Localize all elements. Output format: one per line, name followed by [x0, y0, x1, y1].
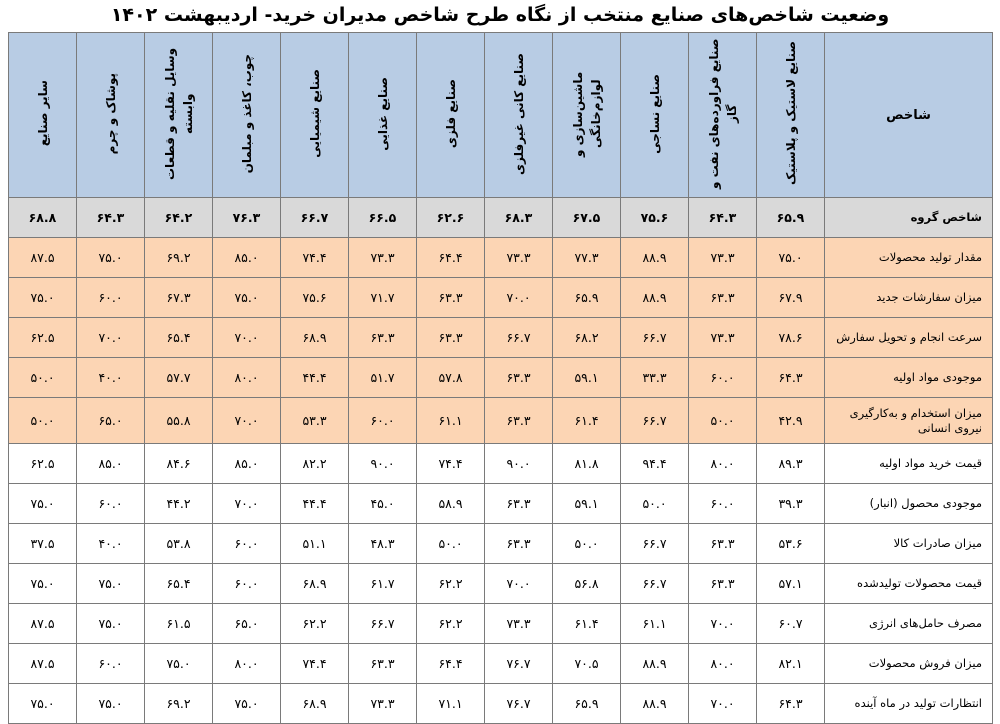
value-cell: ۶۰.۰ — [213, 564, 281, 604]
value-cell: ۳۹.۳ — [757, 484, 825, 524]
value-cell: ۶۹.۲ — [145, 684, 213, 724]
value-cell: ۶۳.۳ — [417, 318, 485, 358]
value-cell: ۶۱.۱ — [417, 398, 485, 444]
table-row — [9, 484, 993, 524]
value-cell: ۵۷.۱ — [757, 564, 825, 604]
value-cell: ۶۰.۷ — [757, 604, 825, 644]
value-cell: ۶۳.۳ — [485, 358, 553, 398]
value-cell: ۶۳.۳ — [689, 278, 757, 318]
value-cell: ۷۵.۶ — [281, 278, 349, 318]
value-cell: ۶۸.۲ — [553, 318, 621, 358]
value-cell: ۶۵.۰ — [77, 398, 145, 444]
value-cell: ۷۴.۴ — [417, 444, 485, 484]
value-cell: ۷۵.۰ — [213, 684, 281, 724]
column-header — [757, 33, 825, 198]
value-cell: ۶۳.۳ — [485, 398, 553, 444]
value-cell: ۶۰.۰ — [349, 398, 417, 444]
value-cell: ۵۱.۱ — [281, 524, 349, 564]
value-cell: ۶۸.۹ — [281, 318, 349, 358]
value-cell: ۷۰.۵ — [553, 644, 621, 684]
column-header-label: پوشاک و چرم — [103, 72, 118, 155]
value-cell: ۵۹.۱ — [553, 358, 621, 398]
value-cell: ۸۲.۲ — [281, 444, 349, 484]
value-cell: ۶۵.۰ — [213, 604, 281, 644]
column-header-label: صنایع نساجی — [647, 73, 662, 154]
column-header — [553, 33, 621, 198]
value-cell: ۸۰.۰ — [689, 644, 757, 684]
value-cell: ۷۰.۰ — [689, 684, 757, 724]
value-cell: ۶۴.۲ — [145, 198, 213, 238]
value-cell: ۷۵.۰ — [9, 484, 77, 524]
table-row — [9, 604, 993, 644]
value-cell: ۴۸.۳ — [349, 524, 417, 564]
value-cell: ۵۵.۸ — [145, 398, 213, 444]
value-cell: ۶۸.۳ — [485, 198, 553, 238]
value-cell: ۸۹.۳ — [757, 444, 825, 484]
value-cell: ۵۷.۸ — [417, 358, 485, 398]
column-header-label: سایر صنایع — [35, 80, 50, 147]
value-cell: ۷۵.۰ — [77, 564, 145, 604]
value-cell: ۶۷.۵ — [553, 198, 621, 238]
value-cell: ۷۵.۰ — [757, 238, 825, 278]
value-cell: ۶۶.۷ — [621, 564, 689, 604]
value-cell: ۷۱.۱ — [417, 684, 485, 724]
value-cell: ۵۳.۸ — [145, 524, 213, 564]
column-header-label: صنایع کانی غیرفلزی — [511, 52, 526, 175]
value-cell: ۶۰.۰ — [689, 358, 757, 398]
column-header-label: صنایع شیمیایی — [307, 69, 322, 158]
value-cell: ۶۴.۳ — [77, 198, 145, 238]
row-label: انتظارات تولید در ماه آینده — [825, 684, 993, 724]
value-cell: ۶۲.۵ — [9, 444, 77, 484]
value-cell: ۶۵.۴ — [145, 564, 213, 604]
table-row — [9, 318, 993, 358]
row-label: قیمت محصولات تولیدشده — [825, 564, 993, 604]
value-cell: ۹۰.۰ — [485, 444, 553, 484]
column-header — [77, 33, 145, 198]
value-cell: ۶۰.۰ — [77, 484, 145, 524]
table-row — [9, 524, 993, 564]
table-row — [9, 444, 993, 484]
value-cell: ۷۷.۳ — [553, 238, 621, 278]
value-cell: ۵۰.۰ — [9, 398, 77, 444]
column-header-label: ماشین‌سازی و لوازم‌خانگی — [570, 70, 603, 157]
value-cell: ۶۶.۷ — [621, 398, 689, 444]
value-cell: ۶۴.۳ — [757, 684, 825, 724]
row-label: موجودی محصول (انبار) — [825, 484, 993, 524]
row-label: مقدار تولید محصولات — [825, 238, 993, 278]
value-cell: ۹۴.۴ — [621, 444, 689, 484]
value-cell: ۷۰.۰ — [213, 484, 281, 524]
value-cell: ۴۰.۰ — [77, 358, 145, 398]
value-cell: ۸۰.۰ — [213, 644, 281, 684]
indices-table — [8, 32, 993, 724]
value-cell: ۶۱.۵ — [145, 604, 213, 644]
column-header — [281, 33, 349, 198]
value-cell: ۶۴.۴ — [417, 238, 485, 278]
value-cell: ۷۳.۳ — [485, 604, 553, 644]
value-cell: ۵۸.۹ — [417, 484, 485, 524]
column-header — [621, 33, 689, 198]
row-label: میزان سفارشات جدید — [825, 278, 993, 318]
value-cell: ۷۰.۰ — [485, 278, 553, 318]
value-cell: ۶۱.۴ — [553, 604, 621, 644]
value-cell: ۶۶.۷ — [349, 604, 417, 644]
value-cell: ۵۷.۷ — [145, 358, 213, 398]
value-cell: ۷۵.۰ — [77, 604, 145, 644]
value-cell: ۳۷.۵ — [9, 524, 77, 564]
value-cell: ۸۷.۵ — [9, 644, 77, 684]
column-header-label: صنایع فراورده‌های نفت و گاز — [706, 38, 739, 189]
value-cell: ۶۰.۰ — [213, 524, 281, 564]
value-cell: ۷۵.۰ — [9, 278, 77, 318]
row-label: میزان صادرات کالا — [825, 524, 993, 564]
value-cell: ۶۵.۹ — [757, 198, 825, 238]
value-cell: ۶۳.۳ — [349, 318, 417, 358]
value-cell: ۷۰.۰ — [213, 398, 281, 444]
column-header — [213, 33, 281, 198]
value-cell: ۶۳.۳ — [485, 524, 553, 564]
value-cell: ۶۲.۲ — [417, 604, 485, 644]
value-cell: ۶۵.۴ — [145, 318, 213, 358]
column-header-label: صنایع لاستیک و پلاستیک — [783, 41, 798, 186]
value-cell: ۸۸.۹ — [621, 684, 689, 724]
value-cell: ۵۳.۶ — [757, 524, 825, 564]
value-cell: ۸۰.۰ — [689, 444, 757, 484]
value-cell: ۷۰.۰ — [213, 318, 281, 358]
value-cell: ۶۳.۳ — [689, 524, 757, 564]
table-row — [9, 684, 993, 724]
value-cell: ۸۲.۱ — [757, 644, 825, 684]
column-header — [689, 33, 757, 198]
column-header — [417, 33, 485, 198]
value-cell: ۸۰.۰ — [213, 358, 281, 398]
row-label: مصرف حامل‌های انرژی — [825, 604, 993, 644]
column-header — [349, 33, 417, 198]
value-cell: ۴۴.۴ — [281, 484, 349, 524]
table-row — [9, 564, 993, 604]
value-cell: ۶۱.۱ — [621, 604, 689, 644]
value-cell: ۷۸.۶ — [757, 318, 825, 358]
value-cell: ۷۵.۰ — [213, 278, 281, 318]
value-cell: ۶۰.۰ — [77, 278, 145, 318]
value-cell: ۹۰.۰ — [349, 444, 417, 484]
value-cell: ۷۵.۰ — [77, 684, 145, 724]
value-cell: ۷۵.۰ — [9, 564, 77, 604]
row-label: میزان فروش محصولات — [825, 644, 993, 684]
column-header-label: وسایل نقلیه و قطعات وابسته — [162, 47, 195, 180]
value-cell: ۷۰.۰ — [485, 564, 553, 604]
value-cell: ۴۲.۹ — [757, 398, 825, 444]
table-row — [9, 644, 993, 684]
table-row — [9, 238, 993, 278]
column-header — [9, 33, 77, 198]
value-cell: ۵۱.۷ — [349, 358, 417, 398]
column-header — [145, 33, 213, 198]
header-label-cell: شاخص — [825, 33, 993, 198]
value-cell: ۵۹.۱ — [553, 484, 621, 524]
value-cell: ۸۸.۹ — [621, 238, 689, 278]
table-row — [9, 198, 993, 238]
row-label: قیمت خرید مواد اولیه — [825, 444, 993, 484]
value-cell: ۶۶.۵ — [349, 198, 417, 238]
value-cell: ۶۸.۸ — [9, 198, 77, 238]
value-cell: ۷۳.۳ — [689, 318, 757, 358]
value-cell: ۵۳.۳ — [281, 398, 349, 444]
row-label: سرعت انجام و تحویل سفارش — [825, 318, 993, 358]
value-cell: ۶۲.۶ — [417, 198, 485, 238]
value-cell: ۶۰.۰ — [689, 484, 757, 524]
value-cell: ۷۶.۷ — [485, 684, 553, 724]
value-cell: ۷۰.۰ — [77, 318, 145, 358]
column-header-label: چوب، کاغذ و مبلمان — [239, 53, 254, 174]
value-cell: ۵۰.۰ — [689, 398, 757, 444]
value-cell: ۸۸.۹ — [621, 278, 689, 318]
value-cell: ۵۰.۰ — [9, 358, 77, 398]
table-row — [9, 278, 993, 318]
value-cell: ۶۳.۳ — [349, 644, 417, 684]
value-cell: ۷۶.۳ — [213, 198, 281, 238]
value-cell: ۷۱.۷ — [349, 278, 417, 318]
value-cell: ۴۰.۰ — [77, 524, 145, 564]
value-cell: ۷۳.۳ — [349, 684, 417, 724]
value-cell: ۸۷.۵ — [9, 604, 77, 644]
value-cell: ۶۸.۹ — [281, 564, 349, 604]
row-label: موجودی مواد اولیه — [825, 358, 993, 398]
header-row — [9, 33, 993, 198]
value-cell: ۶۷.۳ — [145, 278, 213, 318]
value-cell: ۸۵.۰ — [213, 238, 281, 278]
value-cell: ۷۵.۰ — [77, 238, 145, 278]
value-cell: ۶۱.۴ — [553, 398, 621, 444]
value-cell: ۷۰.۰ — [689, 604, 757, 644]
value-cell: ۷۵.۰ — [145, 644, 213, 684]
value-cell: ۵۰.۰ — [553, 524, 621, 564]
value-cell: ۷۳.۳ — [689, 238, 757, 278]
value-cell: ۸۴.۶ — [145, 444, 213, 484]
value-cell: ۸۵.۰ — [213, 444, 281, 484]
value-cell: ۶۳.۳ — [485, 484, 553, 524]
value-cell: ۶۱.۷ — [349, 564, 417, 604]
value-cell: ۵۰.۰ — [417, 524, 485, 564]
value-cell: ۶۵.۹ — [553, 684, 621, 724]
value-cell: ۶۶.۷ — [281, 198, 349, 238]
value-cell: ۶۶.۷ — [621, 524, 689, 564]
value-cell: ۷۳.۳ — [485, 238, 553, 278]
value-cell: ۴۴.۴ — [281, 358, 349, 398]
value-cell: ۶۳.۳ — [417, 278, 485, 318]
value-cell: ۷۵.۶ — [621, 198, 689, 238]
value-cell: ۶۵.۹ — [553, 278, 621, 318]
value-cell: ۴۴.۲ — [145, 484, 213, 524]
value-cell: ۷۶.۷ — [485, 644, 553, 684]
table-row — [9, 358, 993, 398]
value-cell: ۶۲.۲ — [417, 564, 485, 604]
value-cell: ۶۴.۳ — [689, 198, 757, 238]
value-cell: ۶۴.۴ — [417, 644, 485, 684]
table-row — [9, 398, 993, 444]
value-cell: ۶۲.۵ — [9, 318, 77, 358]
column-header-label: صنایع فلزی — [443, 78, 458, 149]
row-label: شاخص گروه — [825, 198, 993, 238]
value-cell: ۸۱.۸ — [553, 444, 621, 484]
row-label: میزان استخدام و به‌کارگیری نیروی انسانی — [825, 398, 993, 444]
value-cell: ۵۶.۸ — [553, 564, 621, 604]
value-cell: ۶۳.۳ — [689, 564, 757, 604]
value-cell: ۸۷.۵ — [9, 238, 77, 278]
column-header — [485, 33, 553, 198]
value-cell: ۶۸.۹ — [281, 684, 349, 724]
value-cell: ۷۴.۴ — [281, 644, 349, 684]
column-header-label: صنایع غذایی — [375, 76, 390, 151]
value-cell: ۷۳.۳ — [349, 238, 417, 278]
page-title: وضعیت شاخص‌های صنایع منتخب از نگاه طرح شاخص مدیران خرید- اردیبهشت ۱۴۰۲ — [110, 4, 890, 26]
value-cell: ۴۵.۰ — [349, 484, 417, 524]
value-cell: ۶۶.۷ — [621, 318, 689, 358]
value-cell: ۶۲.۲ — [281, 604, 349, 644]
value-cell: ۳۳.۳ — [621, 358, 689, 398]
table-body — [9, 198, 993, 724]
value-cell: ۶۷.۹ — [757, 278, 825, 318]
value-cell: ۵۰.۰ — [621, 484, 689, 524]
value-cell: ۷۴.۴ — [281, 238, 349, 278]
value-cell: ۶۰.۰ — [77, 644, 145, 684]
value-cell: ۸۸.۹ — [621, 644, 689, 684]
value-cell: ۸۵.۰ — [77, 444, 145, 484]
value-cell: ۶۴.۳ — [757, 358, 825, 398]
value-cell: ۷۵.۰ — [9, 684, 77, 724]
value-cell: ۶۶.۷ — [485, 318, 553, 358]
value-cell: ۶۹.۲ — [145, 238, 213, 278]
